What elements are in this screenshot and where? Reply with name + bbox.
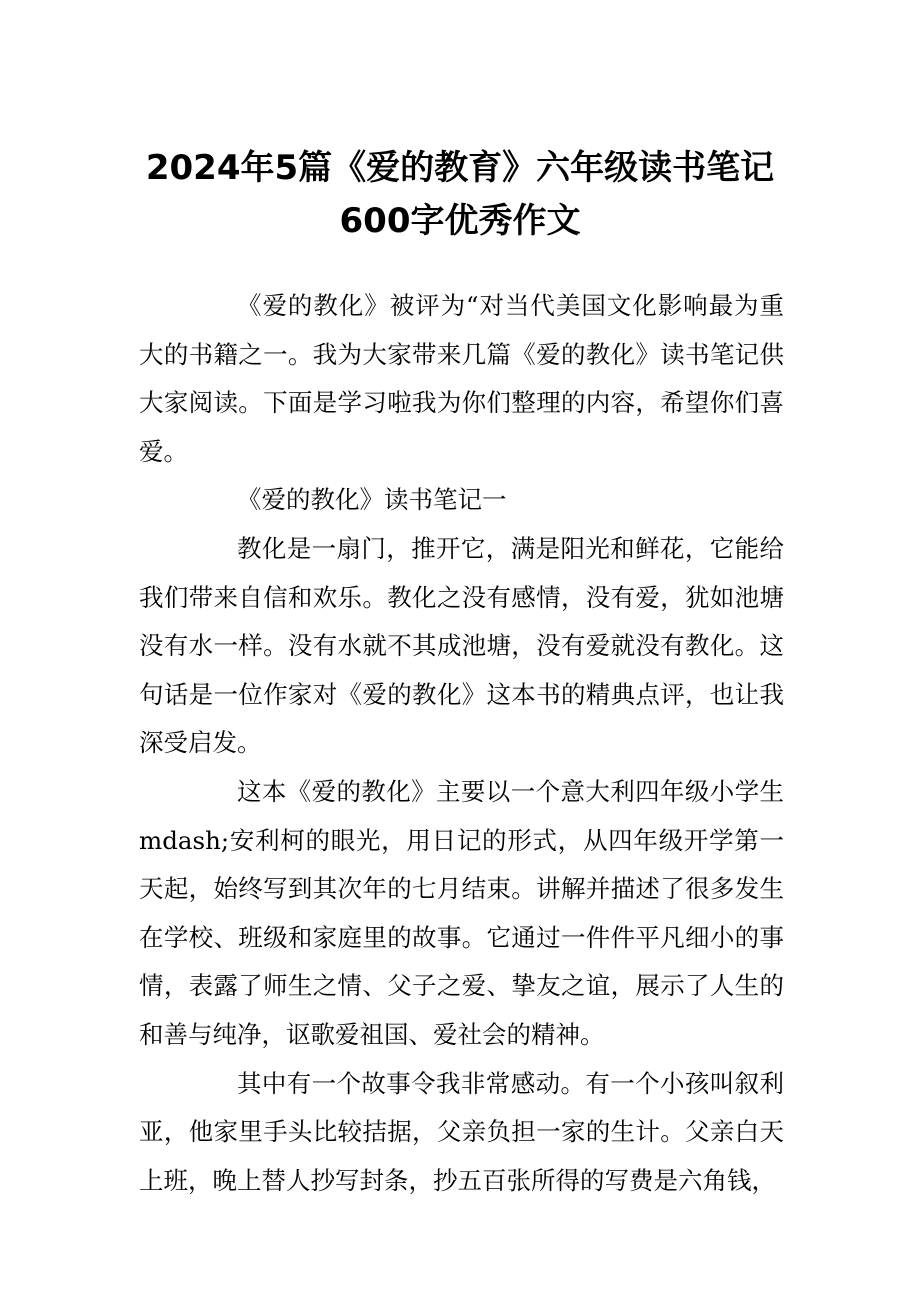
- paragraph-section-heading: 《爱的教化》读书笔记一: [237, 485, 507, 515]
- document-title: 2024年5篇《爱的教育》六年级读书笔记600字优秀作文: [145, 148, 775, 241]
- paragraph-education-door: 教化是一扇门，推开它，满是阳光和鲜花，它能给我们带来自信和欢乐。教化之没有感情，没有爱，犹如池塘没有水一样。没有水就不其成池塘，没有爱就没有教化。这句话是一位作家对《爱的教化》这本书的精典点评，也让我深受启发。: [139, 533, 784, 758]
- paragraph-intro: 《爱的教化》被评为“对当代美国文化影响最为重大的书籍之一。我为大家带来几篇《爱的教化》读书笔记供大家阅读。下面是学习啦我为你们整理的内容，希望你们喜爱。: [139, 291, 784, 466]
- paragraph-story: 其中有一个故事令我非常感动。有一个小孩叫叙利亚，他家里手头比较拮据，父亲负担一家的生计。父亲白天上班，晚上替人抄写封条，抄五百张所得的写费是六角钱，: [139, 1068, 784, 1195]
- document-body: [139, 282, 784, 1205]
- paragraph-book-summary: 这本《爱的教化》主要以一个意大利四年级小学生mdash;安利柯的眼光，用日记的形式，从四年级开学第一天起，始终写到其次年的七月结束。讲解并描述了很多发生在学校、班级和家庭里的故事。它通过一件件平凡细小的事情，表露了师生之情、父子之爱、挚友之谊，展示了人生的和善与纯净，讴歌爱祖国、爱社会的精神。: [139, 776, 784, 1049]
